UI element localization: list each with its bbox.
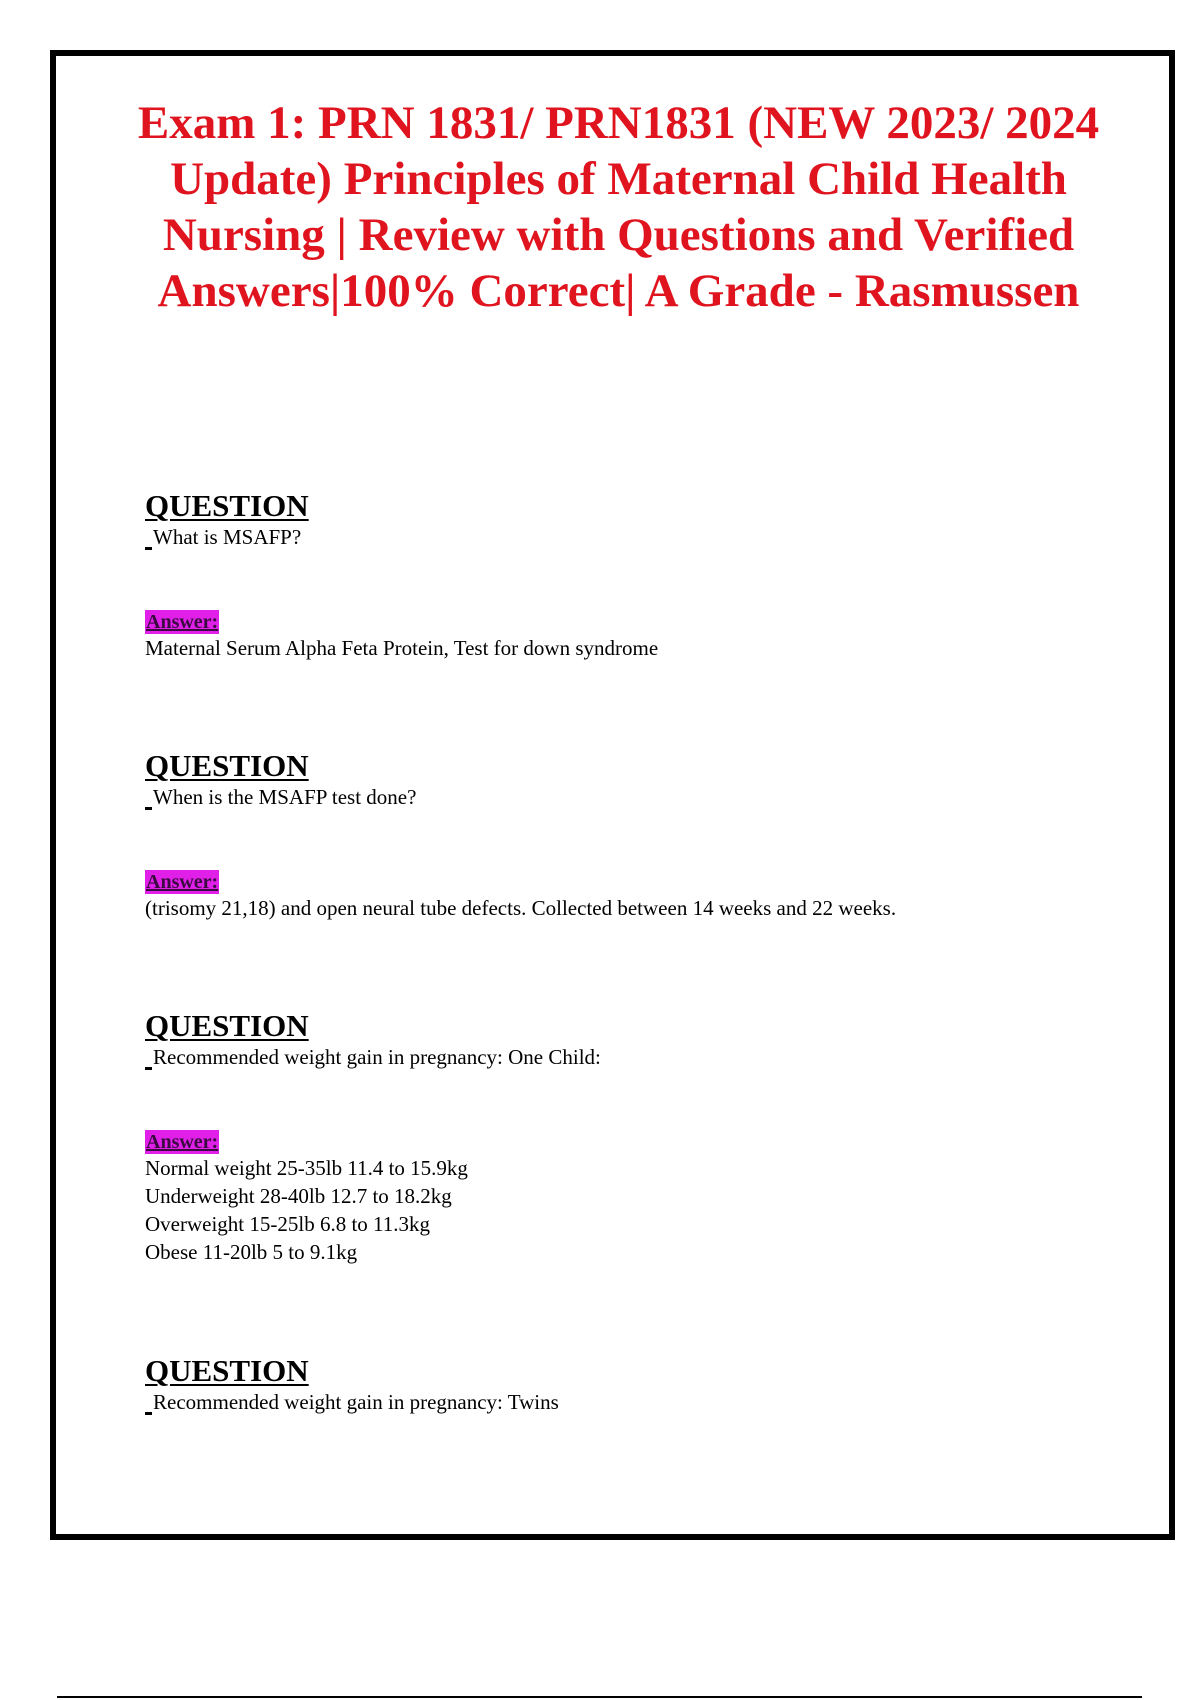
answer-block-3 bbox=[145, 1130, 1105, 1266]
answer-label: Answer: bbox=[146, 611, 219, 633]
question-text-value: What is MSAFP? bbox=[153, 525, 302, 549]
answer-line: Maternal Serum Alpha Feta Protein, Test for down syndrome bbox=[145, 636, 659, 660]
question-heading: QUESTION bbox=[145, 1008, 309, 1043]
question-block-1 bbox=[145, 490, 1105, 550]
question-text-value: When is the MSAFP test done? bbox=[153, 785, 417, 809]
question-text bbox=[145, 784, 1105, 810]
bottom-rule bbox=[57, 1696, 1142, 1698]
bullet-mark bbox=[145, 807, 152, 810]
question-text-value: Recommended weight gain in pregnancy: Twins bbox=[153, 1390, 559, 1414]
question-text bbox=[145, 524, 1105, 550]
answer-line: Overweight 15-25lb 6.8 to 11.3kg bbox=[145, 1212, 431, 1236]
question-text-value: Recommended weight gain in pregnancy: One Child: bbox=[153, 1045, 601, 1069]
answer-label: Answer: bbox=[146, 1131, 219, 1153]
question-block-2 bbox=[145, 750, 1105, 810]
answer-line: (trisomy 21,18) and open neural tube defects. Collected between 14 weeks and 22 weeks. bbox=[145, 896, 897, 920]
bullet-mark bbox=[145, 547, 152, 550]
bullet-mark bbox=[145, 1412, 152, 1415]
answer-label: Answer: bbox=[146, 871, 219, 893]
bullet-mark bbox=[145, 1067, 152, 1070]
question-heading: QUESTION bbox=[145, 748, 309, 783]
question-text bbox=[145, 1389, 1105, 1415]
document-title: Exam 1: PRN 1831/ PRN1831 (NEW 2023/ 2024 Update) Principles of Maternal Child Health Nursing | Review with Questions and Verified Answers|100% Correct| A Grade - Rasmussen bbox=[137, 97, 1100, 317]
answer-line: Obese 11-20lb 5 to 9.1kg bbox=[145, 1240, 358, 1264]
question-block-4 bbox=[145, 1355, 1105, 1415]
question-heading: QUESTION bbox=[145, 1353, 309, 1388]
question-heading: QUESTION bbox=[145, 488, 309, 523]
answer-line: Underweight 28-40lb 12.7 to 18.2kg bbox=[145, 1184, 452, 1208]
question-text bbox=[145, 1044, 1105, 1070]
answer-block-2 bbox=[145, 870, 1105, 922]
answer-line: Normal weight 25-35lb 11.4 to 15.9kg bbox=[145, 1156, 468, 1180]
answer-block-1 bbox=[145, 610, 1105, 662]
question-block-3 bbox=[145, 1010, 1105, 1070]
